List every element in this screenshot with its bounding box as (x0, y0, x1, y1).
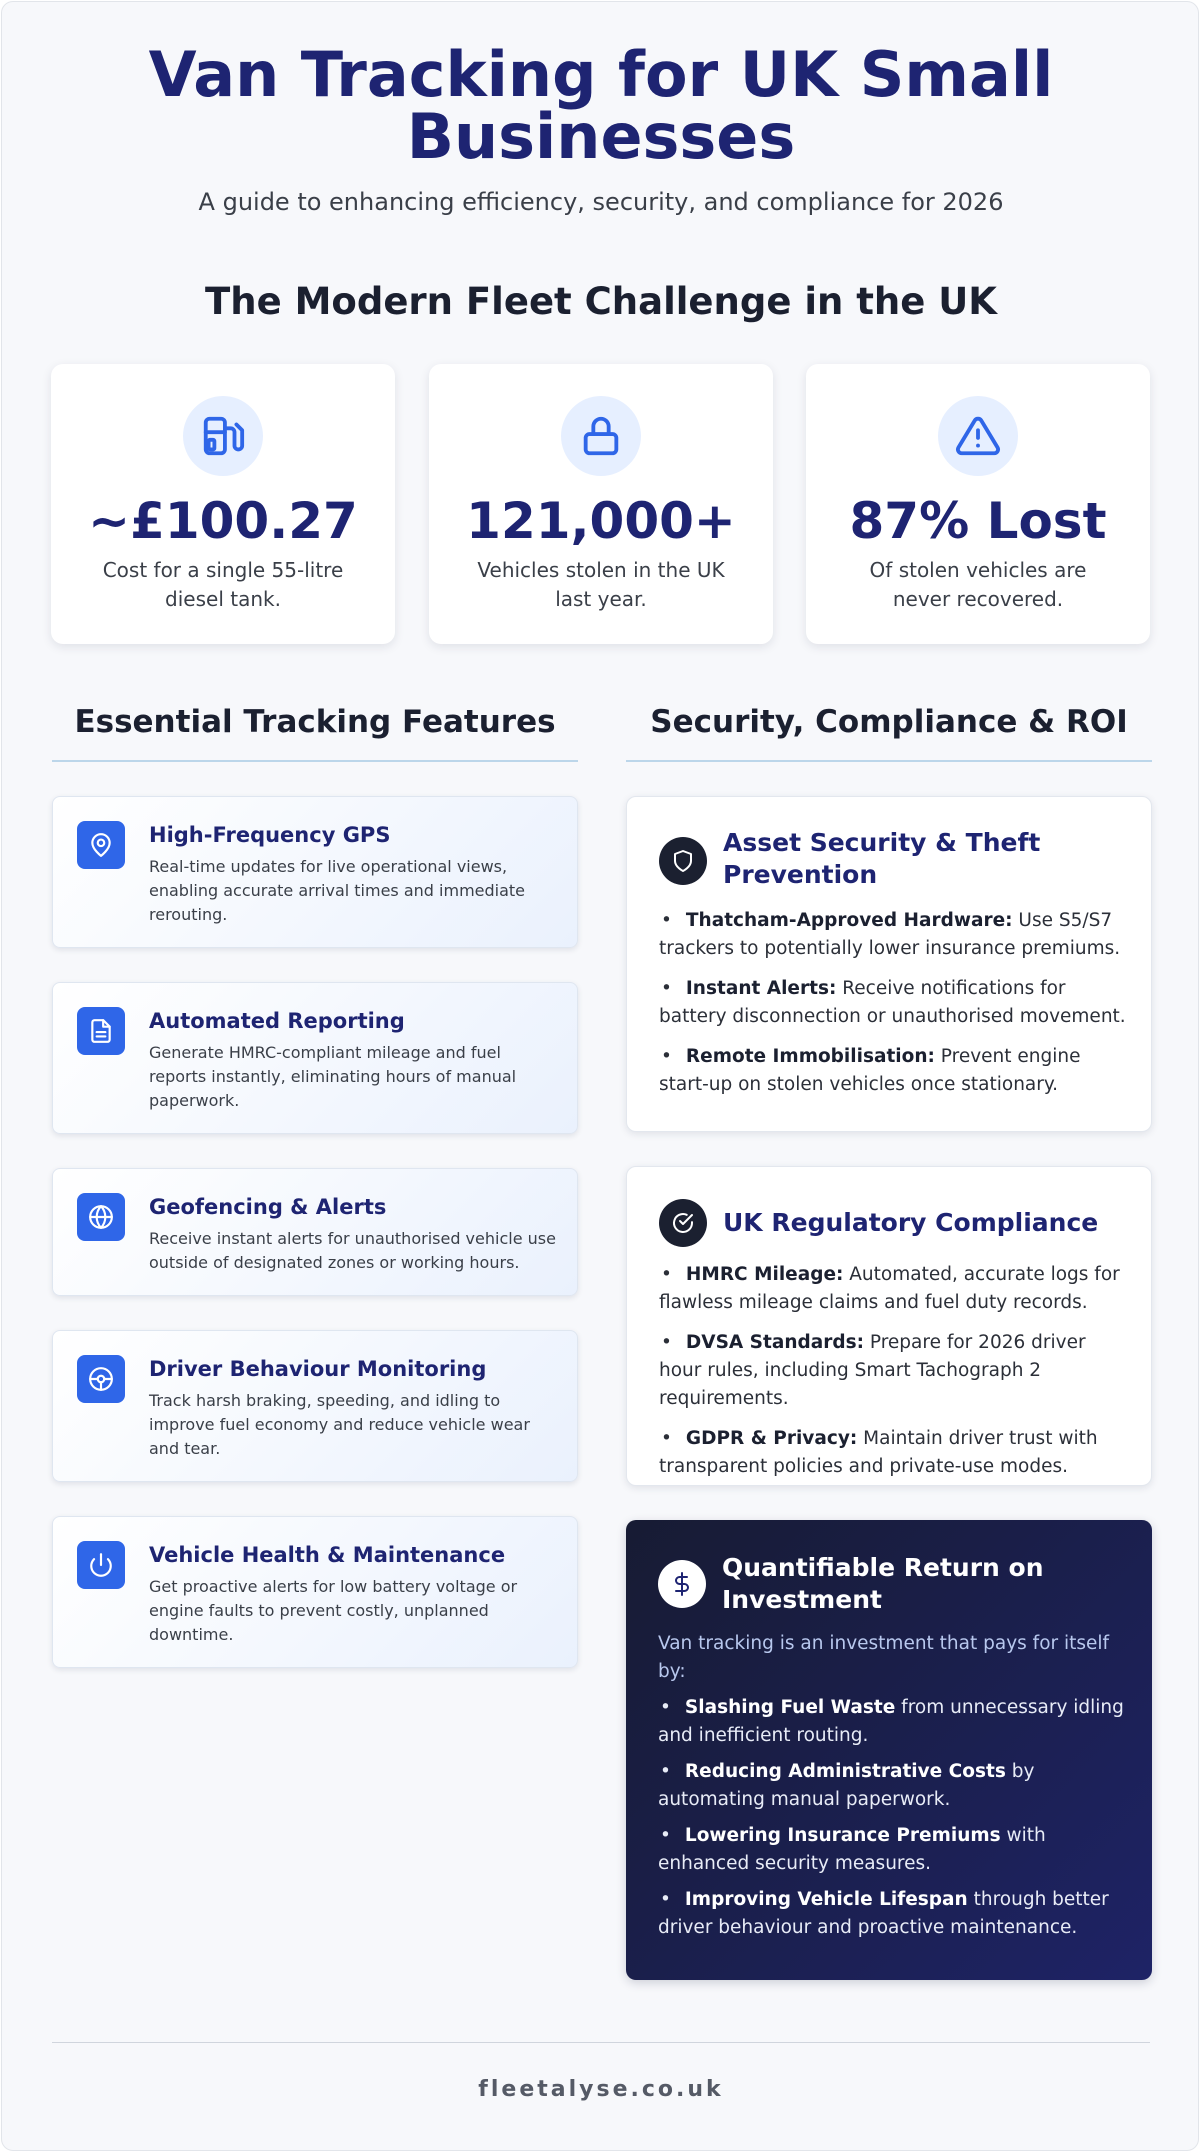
item-text: Maintain driver trust with transparent policies and private-use modes. (659, 1428, 1098, 1477)
stat-description: Vehicles stolen in the UK last year. (477, 558, 725, 611)
list-item: • Slashing Fuel Waste from unnecessary idling and inefficient routing. (658, 1697, 1124, 1746)
compliance-heading: Security, Compliance & ROI (650, 704, 1128, 740)
item-bold: DVSA Standards: (685, 1332, 865, 1353)
feature-title: Vehicle Health & Maintenance (149, 1543, 506, 1567)
list-item: • DVSA Standards: Prepare for 2026 driver hour rules, including Smart Tachograph 2 requirements. (659, 1332, 1086, 1409)
item-bold: Thatcham-Approved Hardware: (685, 910, 1013, 931)
feature-title: Automated Reporting (149, 1009, 405, 1033)
page-title-line1: Van Tracking for UK Small (148, 38, 1054, 111)
list-item: • Remote Immobilisation: Prevent engine start-up on stolen vehicles once stationary. (659, 1046, 1081, 1095)
feature-title: High-Frequency GPS (149, 823, 391, 847)
feature-card-gps (52, 796, 578, 948)
item-text: from unnecessary idling and inefficient routing. (658, 1697, 1124, 1746)
item-bold: HMRC Mileage: (685, 1264, 844, 1285)
features-heading: Essential Tracking Features (74, 704, 556, 740)
feature-title: Geofencing & Alerts (149, 1195, 387, 1219)
regulatory-title: UK Regulatory Compliance (723, 1208, 1099, 1237)
feature-card-reporting (52, 982, 578, 1134)
regulatory-list (659, 1261, 1129, 1481)
globe-icon (77, 1193, 125, 1241)
power-icon (77, 1541, 125, 1589)
page-title-line2: Businesses (406, 100, 796, 173)
list-item: • Reducing Administrative Costs by automating manual paperwork. (658, 1761, 1035, 1810)
fuel-pump-icon (183, 396, 263, 476)
roi-list (658, 1694, 1128, 1950)
dollar-icon (658, 1560, 706, 1608)
item-text: Prevent engine start-up on stolen vehicles once stationary. (659, 1046, 1081, 1095)
security-card (626, 796, 1152, 1132)
security-title: Asset Security & Theft Prevention (723, 828, 1041, 889)
stat-description: Of stolen vehicles are never recovered. (869, 558, 1087, 611)
stat-value: ~£100.27 (88, 492, 358, 550)
shield-icon (659, 837, 707, 885)
item-text: by automating manual paperwork. (658, 1761, 1035, 1810)
infographic-page (1, 1, 1199, 2151)
item-bold: Remote Immobilisation: (685, 1046, 935, 1067)
item-bold: Slashing Fuel Waste (684, 1697, 896, 1718)
check-badge-icon (659, 1199, 707, 1247)
item-bold: Improving Vehicle Lifespan (684, 1889, 968, 1910)
stat-value: 121,000+ (466, 492, 736, 550)
feature-description: Get proactive alerts for low battery voltage or engine faults to prevent costly, unplanned downtime. (149, 1577, 518, 1644)
compliance-divider (626, 760, 1152, 762)
feature-description: Generate HMRC-compliant mileage and fuel reports instantly, eliminating hours of manual paperwork. (149, 1043, 517, 1110)
feature-card-driver-behaviour (52, 1330, 578, 1482)
stat-card-fuel-cost (51, 364, 395, 644)
item-bold: Instant Alerts: (685, 978, 837, 999)
feature-description: Track harsh braking, speeding, and idling to improve fuel economy and reduce vehicle wear and tear. (149, 1391, 530, 1458)
feature-title: Driver Behaviour Monitoring (149, 1357, 487, 1381)
map-pin-icon (77, 821, 125, 869)
feature-card-geofencing (52, 1168, 578, 1296)
stat-card-never-recovered (806, 364, 1150, 644)
lock-icon (561, 396, 641, 476)
list-item: • GDPR & Privacy: Maintain driver trust with transparent policies and private-use modes. (659, 1428, 1098, 1477)
list-item: • Instant Alerts: Receive notifications for battery disconnection or unauthorised movement. (659, 978, 1126, 1027)
document-icon (77, 1007, 125, 1055)
roi-card (626, 1520, 1152, 1980)
item-bold: GDPR & Privacy: (685, 1428, 858, 1449)
list-item: • Thatcham-Approved Hardware: Use S5/S7 trackers to potentially lower insurance premiums. (659, 910, 1121, 959)
warning-triangle-icon (938, 396, 1018, 476)
list-item: • HMRC Mileage: Automated, accurate logs for flawless mileage claims and fuel duty records. (659, 1264, 1120, 1313)
features-divider (52, 760, 578, 762)
page-title (2, 38, 1200, 173)
regulatory-card (626, 1166, 1152, 1486)
item-text: with enhanced security measures. (658, 1825, 1046, 1874)
feature-description: Receive instant alerts for unauthorised vehicle use outside of designated zones or working hours. (149, 1229, 556, 1272)
stat-description: Cost for a single 55-litre diesel tank. (102, 558, 344, 611)
item-text: Prepare for 2026 driver hour rules, including Smart Tachograph 2 requirements. (659, 1332, 1086, 1409)
item-text: Receive notifications for battery disconnection or unauthorised movement. (659, 978, 1126, 1027)
stat-value: 87% Lost (849, 492, 1107, 550)
stat-card-vehicles-stolen (429, 364, 773, 644)
feature-description: Real-time updates for live operational views, enabling accurate arrival times and immediate rerouting. (149, 857, 526, 924)
roi-intro: Van tracking is an investment that pays for itself by: (658, 1633, 1110, 1682)
page-subtitle: A guide to enhancing efficiency, security, and compliance for 2026 (198, 188, 1004, 216)
item-text: Use S5/S7 trackers to potentially lower insurance premiums. (659, 910, 1121, 959)
steering-wheel-icon (77, 1355, 125, 1403)
item-text: through better driver behaviour and proactive maintenance. (658, 1889, 1109, 1938)
footer-site: fleetalyse.co.uk (478, 2077, 724, 2102)
item-bold: Reducing Administrative Costs (684, 1761, 1006, 1782)
challenge-heading: The Modern Fleet Challenge in the UK (205, 280, 997, 323)
security-list (659, 907, 1129, 1099)
item-bold: Lowering Insurance Premiums (684, 1825, 1001, 1846)
item-text: Automated, accurate logs for flawless mileage claims and fuel duty records. (659, 1264, 1120, 1313)
feature-card-vehicle-health (52, 1516, 578, 1668)
list-item: • Improving Vehicle Lifespan through better driver behaviour and proactive maintenance. (658, 1889, 1109, 1938)
list-item: • Lowering Insurance Premiums with enhanced security measures. (658, 1825, 1046, 1874)
footer-divider (52, 2042, 1150, 2043)
roi-title: Quantifiable Return on Investment (722, 1553, 1044, 1614)
